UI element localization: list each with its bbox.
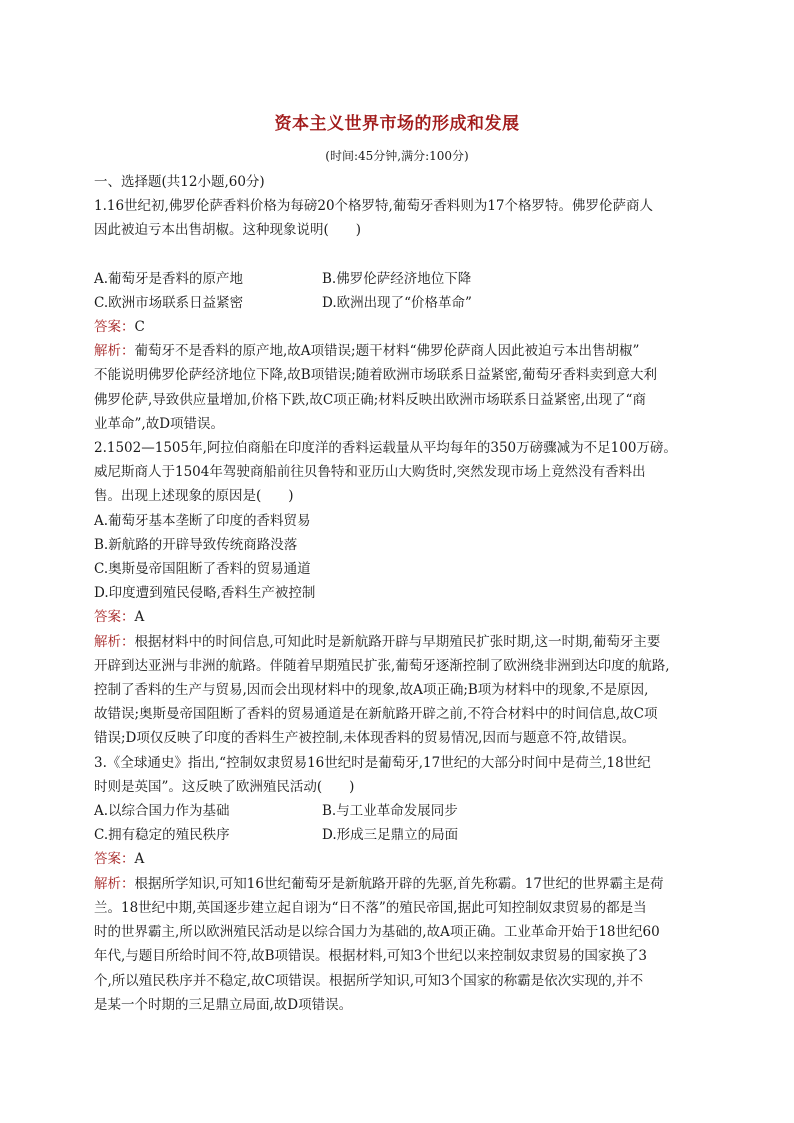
option-c: C.欧洲市场联系日益紧密: [94, 294, 244, 311]
option-a: A.葡萄牙是香料的原产地: [94, 270, 244, 287]
option-d: D.印度遭到殖民侵略,香料生产被控制: [94, 585, 316, 602]
analysis-text: 佛罗伦萨,导致供应量增加,价格下跌,故C项正确;材料反映出欧洲市场联系日益紧密,出现了“商: [94, 391, 646, 408]
analysis-line: [94, 339, 706, 363]
answer-label: 答案：: [94, 319, 135, 336]
document-body: [94, 170, 706, 1017]
analysis-text: 葡萄牙不是香料的原产地,故A项错误;题干材料“佛罗伦萨商人因此被迫亏本出售胡椒”: [134, 343, 640, 360]
page-title: 资本主义世界市场的形成和发展: [274, 114, 520, 134]
option-a: A.葡萄牙基本垄断了印度的香料贸易: [94, 512, 311, 529]
analysis-label: 解析：: [94, 343, 135, 360]
answer-label: 答案：: [94, 609, 135, 626]
question-3-stem-line: 时则是英国”。这反映了欧洲殖民活动( ): [94, 778, 355, 795]
answer-line: [94, 605, 706, 629]
question-1-options-row: [94, 291, 706, 315]
analysis-text: 兰。18世纪中期,英国逐步建立起自诩为“日不落”的殖民帝国,据此可知控制奴隶贸易的都是当: [94, 899, 647, 916]
answer-label: 答案：: [94, 851, 135, 868]
analysis-text: 不能说明佛罗伦萨经济地位下降,故B项错误;随着欧洲市场联系日益紧密,葡萄牙香料卖到意大利: [94, 367, 658, 384]
analysis-text: 业革命”,故D项错误。: [94, 415, 225, 432]
question-3-stem-line: 3.《全球通史》指出,“控制奴隶贸易16世纪时是葡萄牙,17世纪的大部分时间中是荷兰,18世纪: [94, 754, 651, 771]
answer-value: A: [134, 609, 145, 626]
analysis-text: 开辟到达亚洲与非洲的航路。伴随着早期殖民扩张,葡萄牙逐渐控制了欧洲绕非洲到达印度的航路,: [94, 657, 670, 674]
question-1: [94, 194, 706, 436]
analysis-line: [94, 872, 706, 896]
question-2: [94, 436, 706, 751]
analysis-label: 解析：: [94, 633, 135, 650]
analysis-text: 根据材料中的时间信息,可知此时是新航路开辟与早期殖民扩张时期,这一时期,葡萄牙主要: [134, 633, 661, 650]
analysis-text: 年代,与题目所给时间不符,故B项错误。根据材料,可知3个世纪以来控制奴隶贸易的国家换了3: [94, 948, 647, 965]
analysis-line: [94, 630, 706, 654]
question-3-options-row: [94, 823, 706, 847]
question-2-stem-line: 威尼斯商人于1504年驾驶商船前往贝鲁特和亚历山大购货时,突然发现市场上竟然没有香料出: [94, 464, 646, 481]
analysis-text: 控制了香料的生产与贸易,因而会出现材料中的现象,故A项正确;B项为材料中的现象,不是原因,: [94, 682, 649, 699]
analysis-text: 故错误;奥斯曼帝国阻断了香料的贸易通道是在新航路开辟之前,不符合材料中的时间信息,故C项: [94, 706, 658, 723]
option-d: D.欧洲出现了“价格革命”: [322, 294, 472, 311]
section-heading: 一、选择题(共12小题,60分): [94, 174, 265, 190]
page-subtitle: (时间:45分钟,满分:100分): [325, 149, 469, 163]
answer-line: [94, 847, 706, 871]
analysis-text: 错误;D项仅反映了印度的香料生产被控制,未体现香料的贸易情况,因而与题意不符,故错误。: [94, 730, 636, 747]
question-1-stem-line: 因此被迫亏本出售胡椒。这种现象说明( ): [94, 222, 362, 239]
option-b: B.新航路的开辟导致传统商路没落: [94, 536, 298, 553]
question-1-stem-line: 1.16世纪初,佛罗伦萨香料价格为每磅20个格罗特,葡萄牙香料则为17个格罗特。佛罗伦萨商人: [94, 198, 653, 215]
analysis-text: 是某一个时期的三足鼎立局面,故D项错误。: [94, 996, 353, 1013]
analysis-text: 根据所学知识,可知16世纪葡萄牙是新航路开辟的先驱,首先称霸。17世纪的世界霸主是荷: [134, 875, 664, 892]
question-2-stem-line: 售。出现上述现象的原因是( ): [94, 488, 294, 505]
analysis-label: 解析：: [94, 875, 135, 892]
answer-value: C: [134, 319, 145, 336]
option-a: A.以综合国力作为基础: [94, 803, 230, 820]
question-2-stem-line: 2.1502—1505年,阿拉伯商船在印度洋的香料运载量从平均每年的350万磅骤减为不足100万磅。: [94, 440, 677, 457]
question-3-options-row: [94, 799, 706, 823]
option-c: C.奥斯曼帝国阻断了香料的贸易通道: [94, 561, 311, 578]
answer-value: A: [134, 851, 145, 868]
option-d: D.形成三足鼎立的局面: [322, 827, 459, 844]
question-1-options-row: [94, 267, 706, 291]
option-b: B.与工业革命发展同步: [322, 803, 458, 820]
answer-line: [94, 315, 706, 339]
option-b: B.佛罗伦萨经济地位下降: [322, 270, 472, 287]
question-3: [94, 751, 706, 1017]
analysis-text: 时的世界霸主,所以欧洲殖民活动是以综合国力为基础的,故A项正确。工业革命开始于18世纪60: [94, 924, 660, 941]
analysis-text: 个,所以殖民秩序并不稳定,故C项错误。根据所学知识,可知3个国家的称霸是依次实现的,并不: [94, 972, 644, 989]
option-c: C.拥有稳定的殖民秩序: [94, 827, 230, 844]
